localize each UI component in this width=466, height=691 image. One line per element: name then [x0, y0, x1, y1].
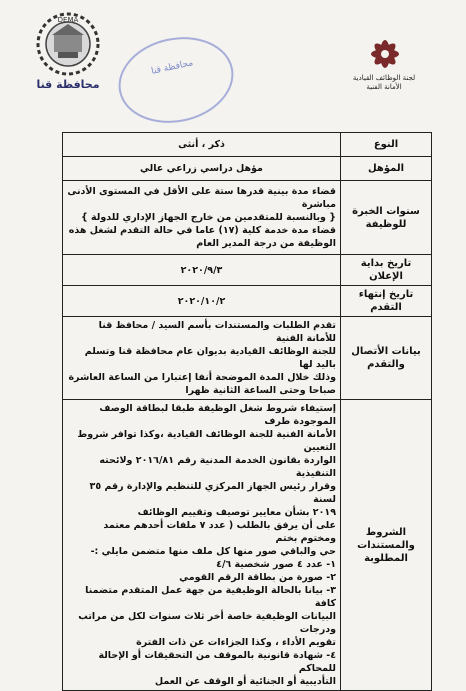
value-line: ٣- بيانا بالحالة الوظيفية من جهة عمل المتقدم متضمنا كافة [85, 585, 336, 609]
committee-line: لجنة الوظائف القيادية [352, 74, 416, 82]
governorate-emblem-icon [18, 8, 118, 78]
row-value [63, 181, 341, 255]
governorate-logo [18, 8, 118, 103]
row-value [63, 157, 341, 181]
row-value [63, 286, 341, 317]
value-line: إستيفاء شروط شغل الوظيفة طبقا لبطاقة الوصف الموجودة طرف [99, 403, 336, 427]
row-label: تاريخ بداية الإعلان [341, 255, 432, 286]
row-label: الشروط والمستندات المطلوبة [341, 400, 432, 691]
value-line: { وبالنسبة للمتقدمين من خارج الجهاز الإداري للدولة } [80, 212, 336, 223]
value-line: الأمانة الفنية للجنة الوظائف القيادية ،وكذا توافر شروط التعيين [77, 429, 336, 453]
value-line: ٢٠١٩ بشأن معايير توصيف وتقييم الوظائف [137, 507, 336, 518]
value-line: حي والباقي صور منها كل ملف منها متضمن مايلي :- [90, 546, 336, 557]
table-row [63, 317, 432, 400]
value-line: ٤- شهادة قانونية بالموقف من التحقيقات أو الإحالة للمحاكم [98, 650, 336, 674]
stamp-text: محافظة قنا [150, 58, 195, 77]
table-row [63, 286, 432, 317]
table-row [63, 133, 432, 157]
table-row [63, 255, 432, 286]
value-line: قضاء مدة بينية قدرها ستة على الأقل في المستوى الأدنى مباشرة [67, 186, 336, 210]
value-line: مؤهل دراسي زراعي عالي [140, 163, 263, 174]
value-line: تقدم الطلبات والمستندات بأسم السيد / محافظ قنا للأمانة الفنية [98, 320, 336, 344]
value-line: الواردة بقانون الخدمة المدنية رقم ٢٠١٦/٨١ ولائحته التنفيذية [99, 455, 336, 479]
value-line: وذلك خلال المدة الموضحة أنفا إعتبارا من الساعة العاشرة [68, 372, 336, 383]
value-line: صباحا وحتى الساعة الثانية ظهرا [185, 385, 336, 396]
governorate-caption: محافظة قنا [36, 78, 100, 91]
row-label: المؤهل [341, 157, 432, 181]
row-value [63, 400, 341, 691]
emblem-text: DEMA [57, 16, 79, 24]
committee-caption [334, 74, 434, 92]
value-line: ٢٠٢٠/٩/٣ [180, 264, 223, 276]
row-value [63, 255, 341, 286]
value-line: ٢- صورة من بطاقة الرقم القومي [179, 572, 336, 583]
table-row [63, 400, 432, 691]
value-line: للجنة الوظائف القيادية بديوان عام محافظة قنا وتسلم باليد لها [84, 346, 336, 370]
lotus-flower-icon [350, 34, 420, 74]
value-line: ذكر ، أنثى [178, 139, 225, 150]
official-stamp-icon [111, 27, 242, 133]
row-label: سنوات الخبرة للوظيفة [341, 181, 432, 255]
value-line: التأديبية أو الجنائية أو الوقف عن العمل [154, 676, 336, 687]
value-line: الوظيفة من درجة المدير العام [196, 238, 336, 249]
value-line: البيانات الوظيفية خاصة أخر ثلاث سنوات لكل من مراتب ودرجات [78, 611, 336, 635]
row-value [63, 133, 341, 157]
table-row [63, 157, 432, 181]
value-line: ٢٠٢٠/١٠/٢ [177, 295, 226, 307]
value-line: قضاء مدة خدمة كلية (١٧) عاما في حالة التقدم لشغل هذه [68, 225, 336, 236]
value-line: وقرار رئيس الجهاز المركزي للتنظيم والإدارة رقم ٣٥ لسنة [89, 481, 336, 505]
value-line: على أن يرفق بالطلب ( عدد ٧ ملفات أحدهم معتمد ومختوم بختم [103, 520, 336, 544]
row-label: النوع [341, 133, 432, 157]
value-line: ١- عدد ٤ صور شخصية ٤/٦ [216, 559, 336, 570]
committee-logo [350, 34, 420, 106]
committee-line: الأمانة الفنية [366, 83, 402, 91]
row-label: بيانات الأتصال والتقدم [341, 317, 432, 400]
row-label: تاريخ إنتهاء التقدم [341, 286, 432, 317]
value-line: تقويم الأداء ، وكذا الجزاءات عن ذات الفترة [136, 637, 336, 648]
row-value [63, 317, 341, 400]
job-details-table [62, 132, 432, 691]
table-row [63, 181, 432, 255]
